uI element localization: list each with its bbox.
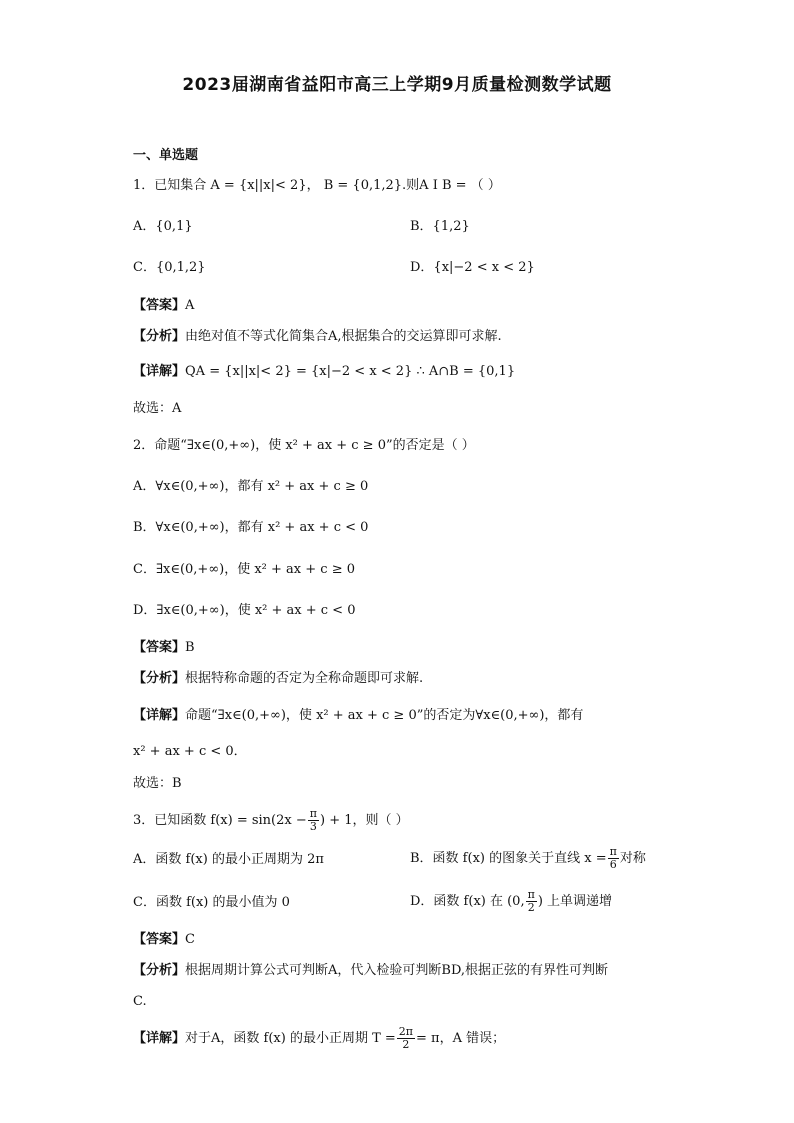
q1-option-a: A．{0,1} <box>133 219 193 234</box>
q3-stem <box>133 806 409 836</box>
q3-detail-post: = π，A 错误； <box>416 1031 506 1046</box>
q3-stem-post: ) + 1，则（ ） <box>319 813 409 828</box>
q1-option-c: C．{0,1,2} <box>133 260 206 275</box>
q2-detail <box>133 706 583 726</box>
analysis-text: 由绝对值不等式化简集合A,根据集合的交运算即可求解. <box>185 329 502 344</box>
q2-option-a: A．∀x∈(0,+∞)，都有 x² + ax + c ≥ 0 <box>133 479 369 494</box>
q1-detail <box>133 362 515 382</box>
q3-detail <box>133 1024 505 1054</box>
analysis-tag: 【分析】 <box>133 329 186 344</box>
detail-tag: 【详解】 <box>133 364 186 379</box>
answer-value: A <box>185 298 195 313</box>
q3-option-b-post: 对称 <box>619 851 646 866</box>
q2-option-d: D．∃x∈(0,+∞)，使 x² + ax + c < 0 <box>133 603 356 618</box>
q3-option-d-fraction <box>526 889 537 914</box>
q2-option-c: C．∃x∈(0,+∞)，使 x² + ax + c ≥ 0 <box>133 562 356 577</box>
q3-stem-pre: 3．已知函数 f(x) = sin(2x − <box>133 813 307 828</box>
fraction-denominator: 2 <box>402 1038 410 1051</box>
q3-detail-pre: 对于A，函数 f(x) 的最小正周期 T = <box>185 1031 396 1046</box>
fraction-numerator: π <box>527 888 535 901</box>
q2-analysis <box>133 669 423 689</box>
answer-value: B <box>185 640 195 655</box>
q3-option-d <box>410 887 612 917</box>
q3-option-b-fraction <box>608 846 619 871</box>
fraction-numerator: 2π <box>398 1025 414 1038</box>
q2-answer <box>133 638 195 658</box>
q1-answer <box>133 296 194 316</box>
analysis-tag: 【分析】 <box>133 963 186 978</box>
page-title: 2023届湖南省益阳市高三上学期9月质量检测数学试题 <box>182 75 612 95</box>
fraction-denominator: 3 <box>309 820 317 833</box>
q3-option-d-pre: D．函数 f(x) 在 (0, <box>410 894 525 909</box>
q3-answer <box>133 930 195 950</box>
q3-option-b <box>410 844 646 874</box>
analysis-text: 根据特称命题的否定为全称命题即可求解. <box>185 671 424 686</box>
q3-option-a: A．函数 f(x) 的最小正周期为 2π <box>133 852 324 867</box>
q2-option-b: B．∀x∈(0,+∞)，都有 x² + ax + c < 0 <box>133 520 369 535</box>
detail-tag: 【详解】 <box>133 708 186 723</box>
answer-tag: 【答案】 <box>133 640 186 655</box>
answer-tag: 【答案】 <box>133 298 186 313</box>
analysis-text: 根据周期计算公式可判断A，代入检验可判断BD,根据正弦的有界性可判断 <box>185 963 609 978</box>
q3-option-b-pre: B．函数 f(x) 的图象关于直线 x = <box>410 851 607 866</box>
q3-stem-fraction <box>308 808 319 833</box>
q3-option-d-post: ) 上单调递增 <box>537 894 613 909</box>
fraction-numerator: π <box>309 807 317 820</box>
fraction-numerator: π <box>609 845 617 858</box>
detail-tag: 【详解】 <box>133 1031 186 1046</box>
section-heading: 一、单选题 <box>133 148 199 163</box>
q2-stem: 2．命题“∃x∈(0,+∞)，使 x² + ax + c ≥ 0”的否定是（ ） <box>133 438 475 453</box>
q3-option-c: C．函数 f(x) 的最小值为 0 <box>133 895 290 910</box>
q1-option-b: B．{1,2} <box>410 219 470 234</box>
q2-detail-cont: x² + ax + c < 0． <box>133 744 247 759</box>
q1-stem: 1．已知集合 A = {x||x|< 2}， B = {0,1,2}.则A I B = （ ） <box>133 178 501 193</box>
q3-analysis-cont: C. <box>133 994 147 1009</box>
q3-detail-fraction <box>397 1026 415 1051</box>
detail-text: QA = {x||x|< 2} = {x|−2 < x < 2} ∴ A∩B = {0,1} <box>185 364 516 379</box>
answer-tag: 【答案】 <box>133 932 186 947</box>
q2-conclusion: 故选：B <box>133 776 182 791</box>
fraction-denominator: 6 <box>609 858 617 871</box>
q1-conclusion: 故选：A <box>133 401 182 416</box>
analysis-tag: 【分析】 <box>133 671 186 686</box>
fraction-denominator: 2 <box>527 901 535 914</box>
q1-analysis <box>133 327 502 347</box>
q1-option-d: D．{x|−2 < x < 2} <box>410 260 535 275</box>
detail-text: 命题“∃x∈(0,+∞)，使 x² + ax + c ≥ 0”的否定为∀x∈(0,+∞)，都有 <box>185 708 584 723</box>
q3-analysis <box>133 961 608 981</box>
answer-value: C <box>185 932 195 947</box>
